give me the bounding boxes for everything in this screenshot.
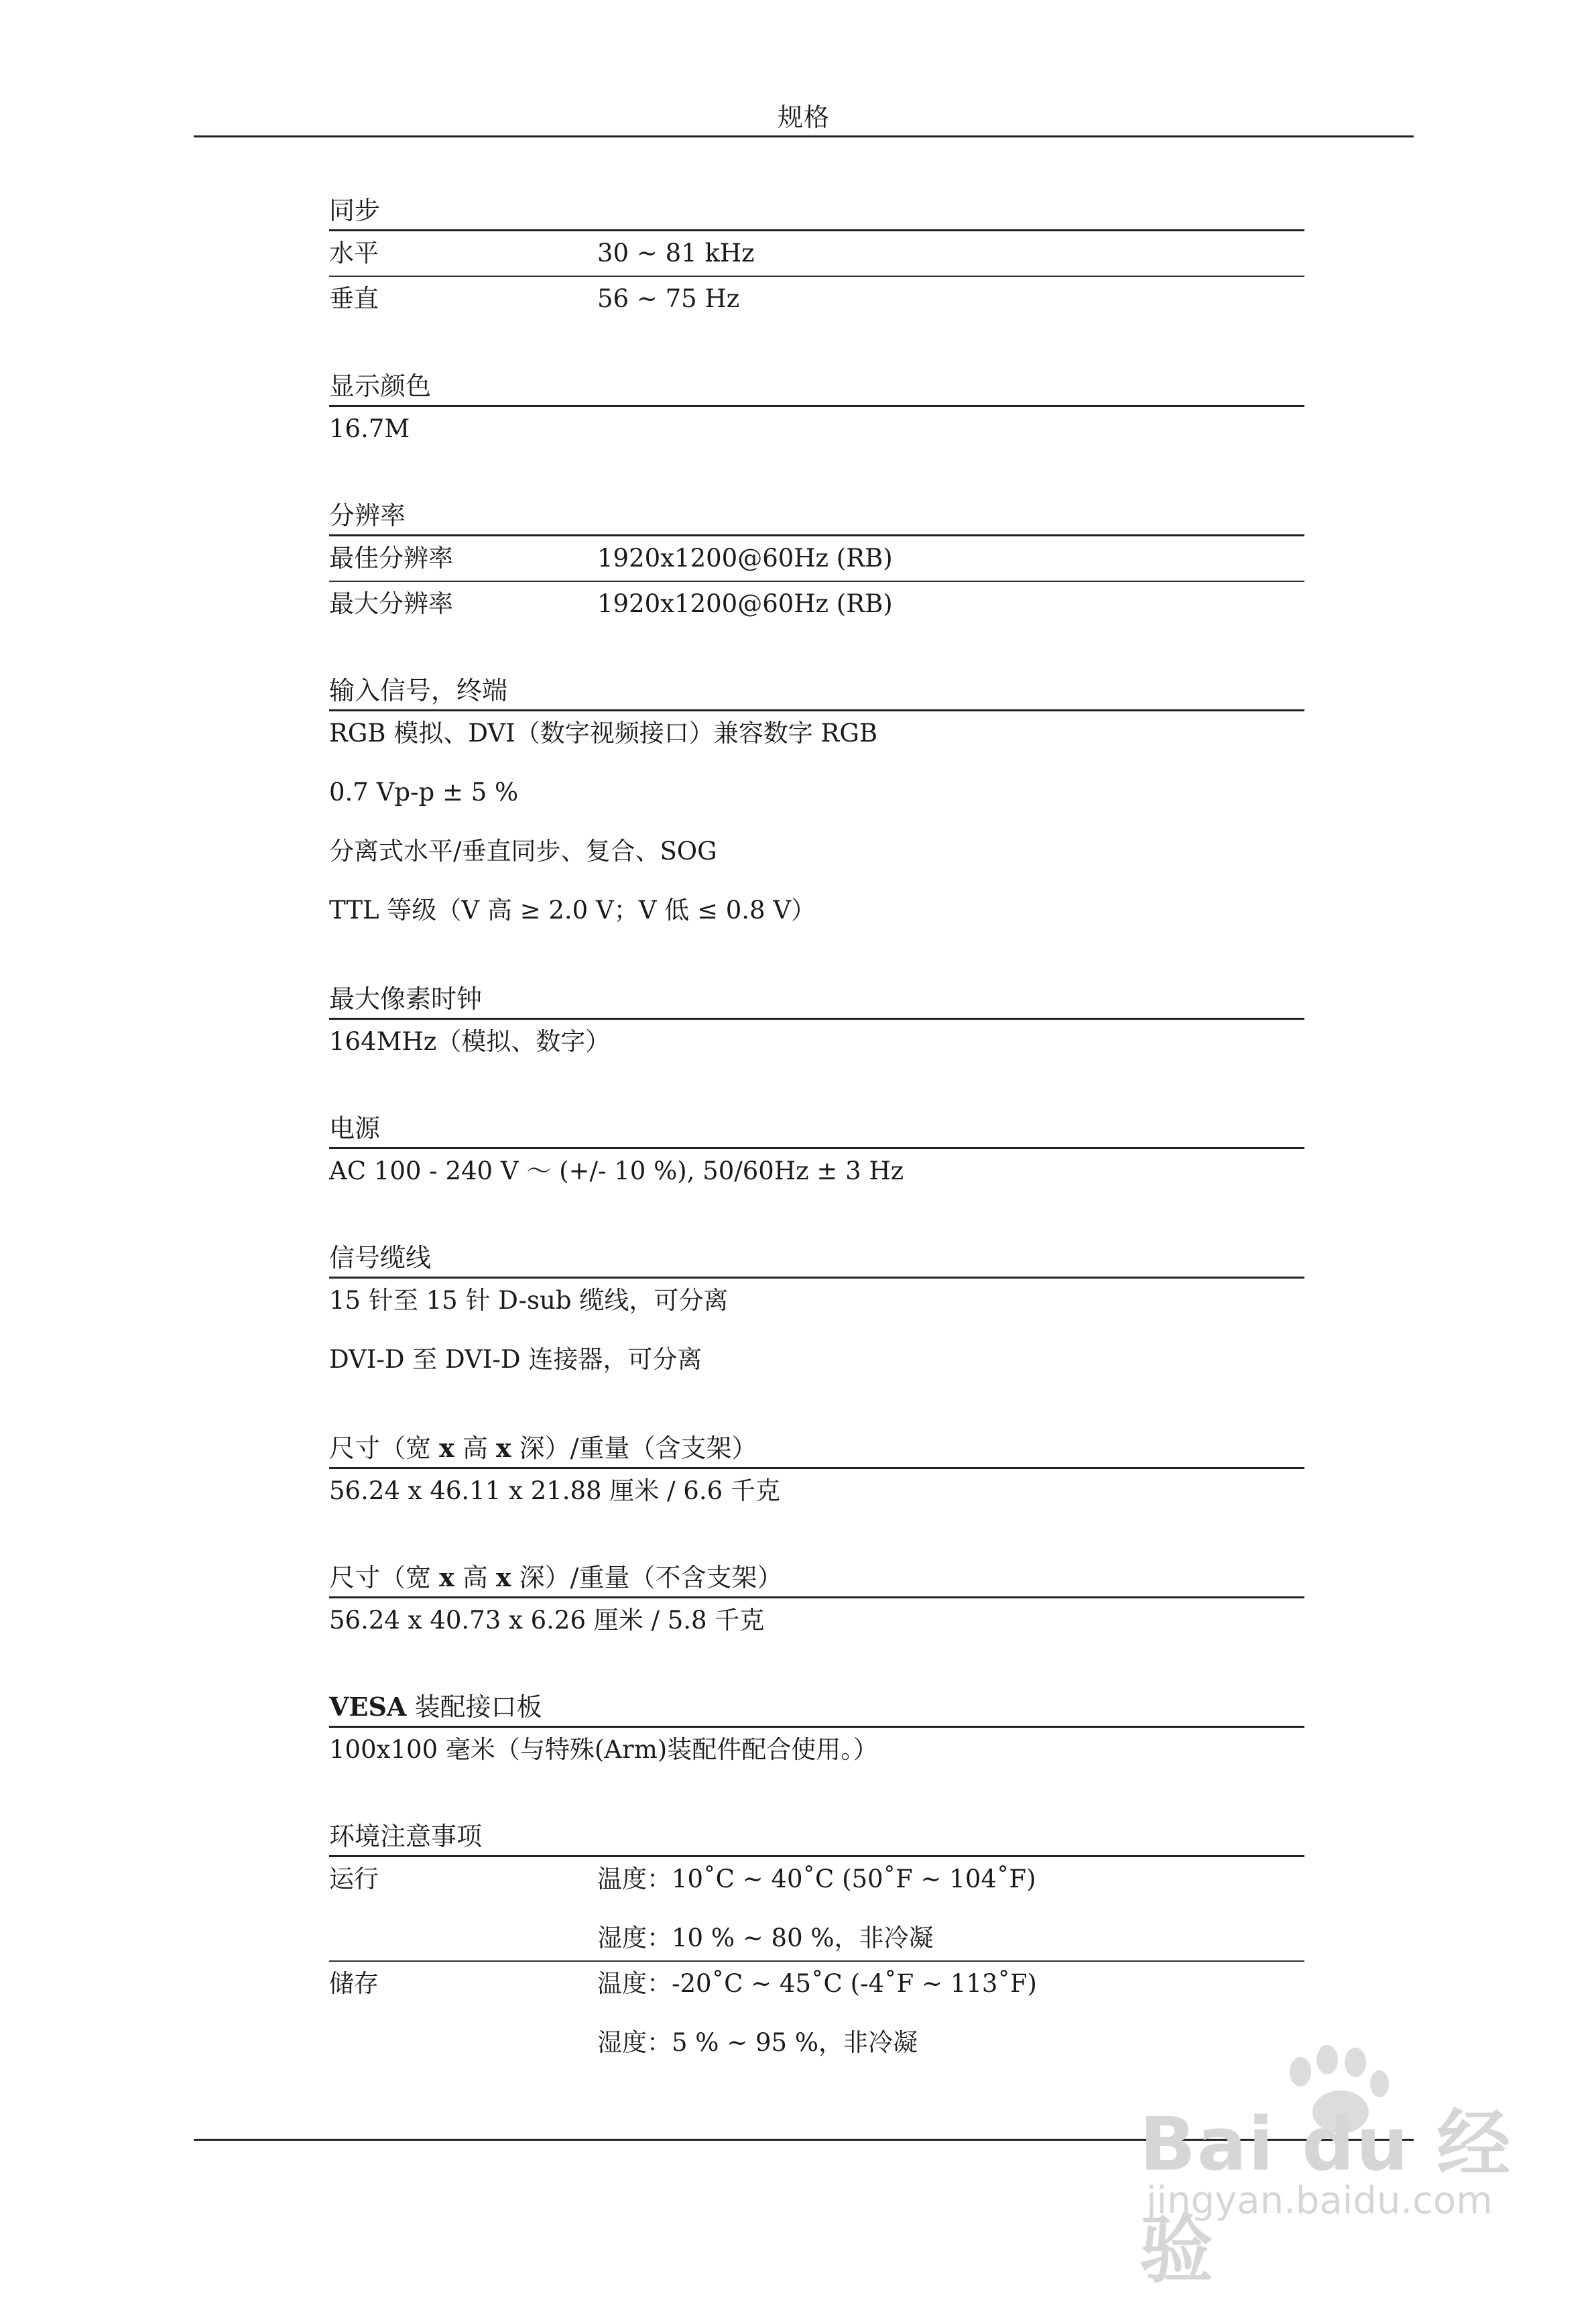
spec-row — [329, 277, 1304, 321]
page-header — [194, 91, 1414, 137]
spec-label: 水平 — [329, 239, 379, 268]
spec-value: 56 ~ 75 Hz — [597, 284, 740, 313]
spec-line: 分离式水平/垂直同步、复合、SOG — [329, 837, 717, 866]
section-title: 尺寸（宽 x 高 x 深）/重量（不含支架） — [329, 1559, 1304, 1598]
spec-row — [329, 1728, 1304, 1772]
spec-row — [329, 536, 1304, 582]
section-title: 输入信号，终端 — [329, 672, 1304, 711]
spec-value: 30 ~ 81 kHz — [597, 239, 755, 268]
temperature-value: 温度：-20˚C ~ 45˚C (-4˚F ~ 113˚F) — [597, 1969, 1037, 1998]
section-title: 显示颜色 — [329, 367, 1304, 407]
section-colors — [329, 367, 1304, 451]
humidity-value: 湿度：10 % ~ 80 %，非冷凝 — [597, 1924, 934, 1952]
spec-value: 56.24 x 40.73 x 6.26 厘米 / 5.8 千克 — [329, 1606, 765, 1635]
watermark-brand: Bai du 经验 — [1140, 2101, 1512, 2293]
spec-row — [329, 407, 1304, 451]
temperature-value: 温度：10˚C ~ 40˚C (50˚F ~ 104˚F) — [597, 1865, 1036, 1893]
section-dimensions-with-stand — [329, 1429, 1304, 1513]
page-title: 规格 — [777, 103, 830, 132]
section-title: 环境注意事项 — [329, 1818, 1304, 1857]
section-power — [329, 1110, 1304, 1193]
section-vesa — [329, 1688, 1304, 1772]
section-environment — [329, 1818, 1304, 2065]
spec-value: 1920x1200@60Hz (RB) — [597, 544, 893, 573]
section-title: 信号缆线 — [329, 1239, 1304, 1279]
section-title: 电源 — [329, 1110, 1304, 1149]
spec-value: 56.24 x 46.11 x 21.88 厘米 / 6.6 千克 — [329, 1476, 780, 1505]
spec-label: 运行 — [329, 1865, 379, 1893]
watermark-url: jingyan.baidu.com — [1146, 2179, 1493, 2223]
spec-label: 垂直 — [329, 284, 379, 313]
spec-value — [597, 1857, 1304, 1960]
humidity-value: 湿度：5 % ~ 95 %，非冷凝 — [597, 2028, 918, 2057]
section-title: 分辨率 — [329, 497, 1304, 536]
section-input-signal — [329, 672, 1304, 947]
spec-row — [329, 1598, 1304, 1643]
section-title: 同步 — [329, 192, 1304, 231]
section-title: VESA 装配接口板 — [329, 1688, 1304, 1728]
spec-line: RGB 模拟、DVI（数字视频接口）兼容数字 RGB — [329, 719, 878, 748]
spec-value: 16.7M — [329, 414, 410, 443]
section-title: 尺寸（宽 x 高 x 深）/重量（含支架） — [329, 1429, 1304, 1469]
spec-label: 储存 — [329, 1969, 379, 1998]
spec-value: AC 100 - 240 V ～ (+/- 10 %), 50/60Hz ± 3 Hz — [329, 1157, 904, 1185]
spec-line: DVI-D 至 DVI-D 连接器，可分离 — [329, 1345, 702, 1374]
baidu-watermark — [1140, 2045, 1515, 2293]
section-title: 最大像素时钟 — [329, 980, 1304, 1020]
spec-value: 100x100 毫米（与特殊(Arm)装配件配合使用。） — [329, 1735, 878, 1764]
spec-row — [329, 1149, 1304, 1193]
section-signal-cable — [329, 1239, 1304, 1397]
spec-row-operating — [329, 1857, 1304, 1962]
spec-value: 1920x1200@60Hz (RB) — [597, 589, 893, 618]
spec-value: 164MHz（模拟、数字） — [329, 1027, 611, 1056]
spec-row — [329, 1020, 1304, 1064]
spec-row — [329, 1469, 1304, 1513]
spec-row — [329, 582, 1304, 626]
spec-row — [329, 231, 1304, 277]
section-sync — [329, 192, 1304, 321]
spec-label: 最大分辨率 — [329, 589, 453, 618]
section-pixel-clock — [329, 980, 1304, 1064]
spec-label: 最佳分辨率 — [329, 544, 453, 573]
spec-line: 0.7 Vp-p ± 5 % — [329, 778, 519, 807]
section-dimensions-without-stand — [329, 1559, 1304, 1643]
section-resolution — [329, 497, 1304, 626]
spec-line: TTL 等级（V 高 ≥ 2.0 V；V 低 ≤ 0.8 V） — [329, 896, 816, 925]
spec-line: 15 针至 15 针 D-sub 缆线，可分离 — [329, 1286, 729, 1315]
